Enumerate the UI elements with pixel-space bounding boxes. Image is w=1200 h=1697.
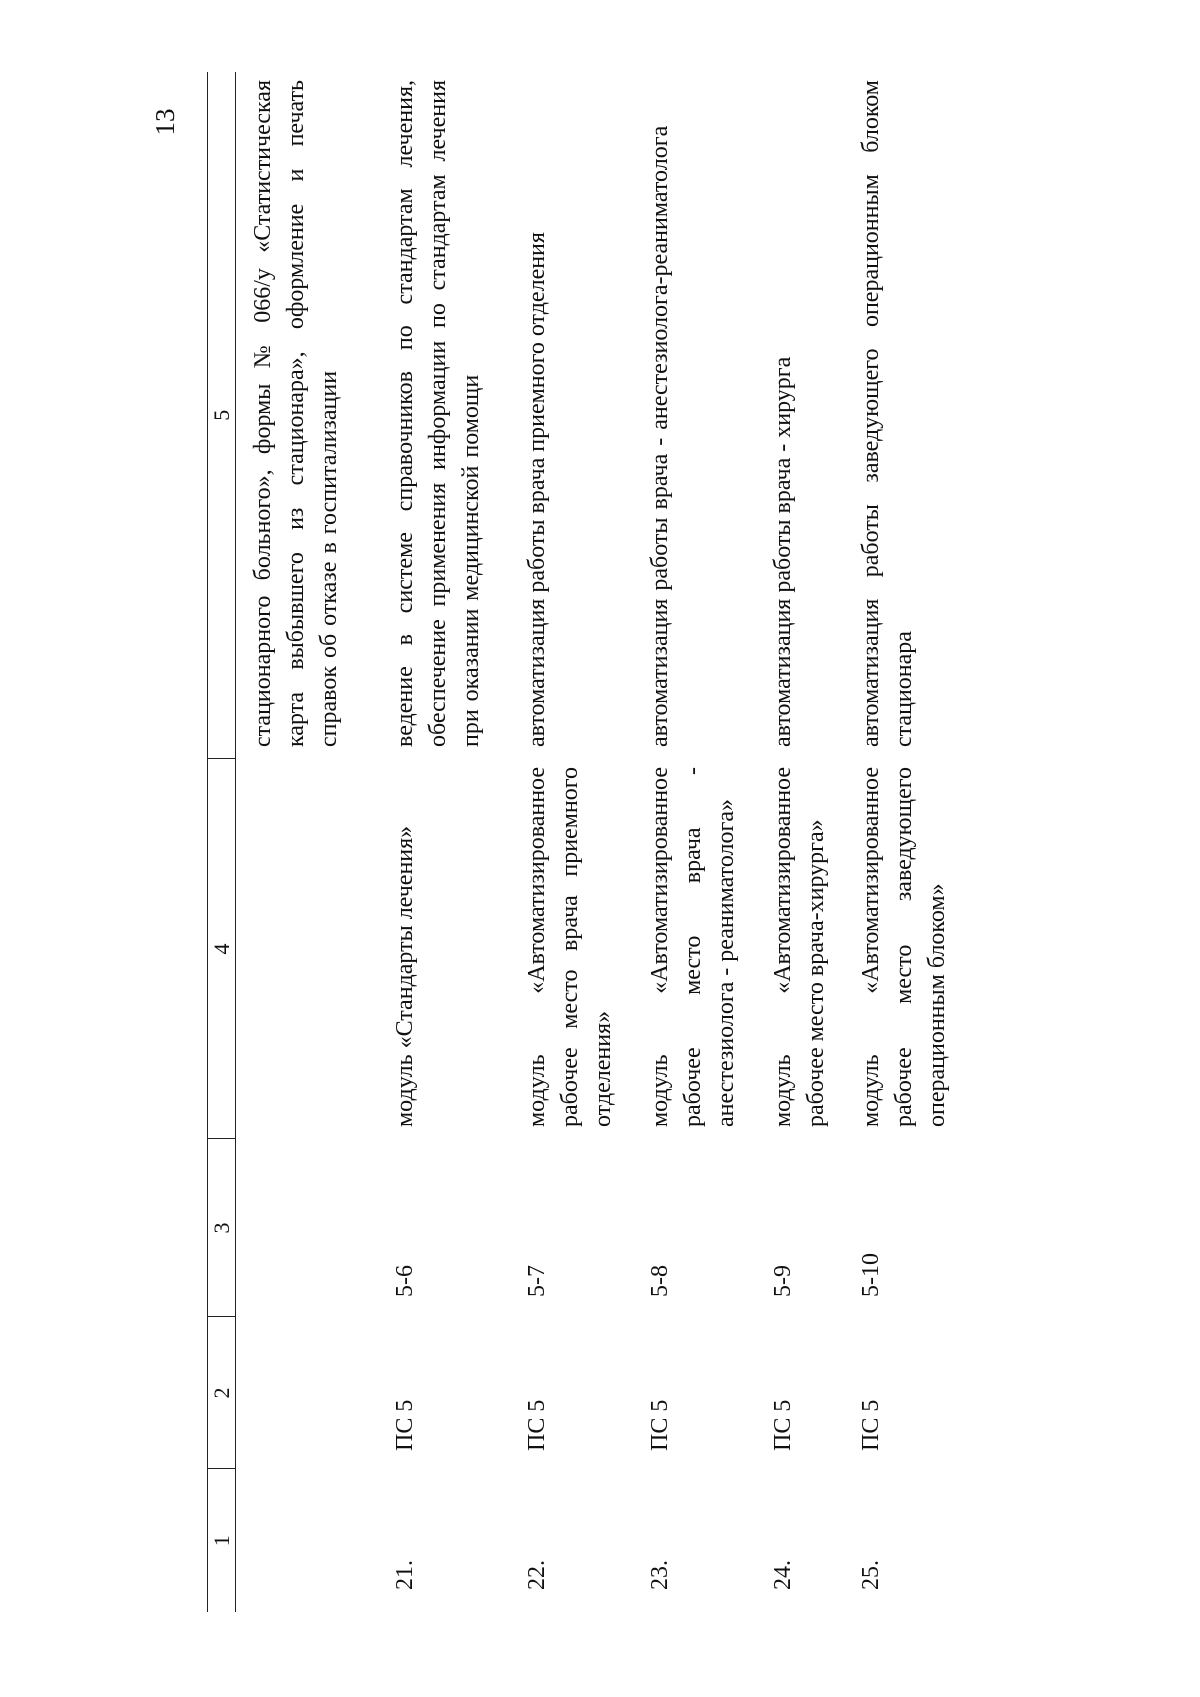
table-row xyxy=(833,72,954,1612)
row-number: 24. xyxy=(770,1560,796,1590)
table-header xyxy=(208,72,236,1612)
row-subsystem: ПС 5 xyxy=(770,1399,796,1451)
row-subsystem: ПС 5 xyxy=(858,1399,884,1451)
row-code: 5-6 xyxy=(392,1265,418,1297)
row-module-name xyxy=(236,759,368,1139)
row-module-name: модуль «Стандарты лечения» xyxy=(392,825,418,1127)
header-col-3: 3 xyxy=(208,1139,236,1317)
row-description: автоматизация работы врача - анестезиолога-реаниматолога xyxy=(647,125,673,747)
row-subsystem: ПС 5 xyxy=(647,1399,673,1451)
row-description: автоматизация работы врача приемного отделения xyxy=(524,232,550,747)
row-module-name: модуль «Автоматизированное рабочее место врача - анестезиолога - реаниматолога» xyxy=(647,767,739,1127)
row-code: 5-10 xyxy=(858,1253,884,1297)
row-description: автоматизация работы врача - хирурга xyxy=(770,356,796,747)
table-row xyxy=(497,72,620,1612)
row-module-name: модуль «Автоматизированное рабочее место врача приемного отделения» xyxy=(524,767,616,1127)
row-number: 21. xyxy=(392,1560,418,1590)
table-row xyxy=(236,72,368,1612)
row-code xyxy=(236,1139,368,1317)
row-code: 5-9 xyxy=(770,1265,796,1297)
row-code: 5-8 xyxy=(647,1265,673,1297)
module-table xyxy=(207,72,954,1612)
row-subsystem xyxy=(236,1317,368,1469)
row-description: ведение в системе справочников по стандартам лечения, обеспечение применения информации по стандартам лечения при оказании медицинской помощи xyxy=(392,80,484,747)
row-module-name: модуль «Автоматизированное рабочее место врача-хирурга» xyxy=(770,767,829,1127)
header-col-4: 4 xyxy=(208,759,236,1139)
table-row xyxy=(743,72,833,1612)
header-col-2: 2 xyxy=(208,1317,236,1469)
page-number: 13 xyxy=(150,108,180,136)
row-code: 5-7 xyxy=(524,1265,550,1297)
row-description: стационарного больного», формы № 066/у «Статистическая карта выбывшего из стационара», оформление и печать справок об отказе в госпитализации xyxy=(250,80,342,747)
row-module-name: модуль «Автоматизированное рабочее место заведующего операционным блоком» xyxy=(858,767,950,1127)
table-row xyxy=(620,72,743,1612)
row-subsystem: ПС 5 xyxy=(524,1399,550,1451)
row-number xyxy=(236,1469,368,1612)
table-row xyxy=(367,72,497,1612)
row-number: 25. xyxy=(858,1560,884,1590)
row-description: автоматизация работы заведующего операционным блоком стационара xyxy=(858,80,917,747)
row-number: 23. xyxy=(647,1560,673,1590)
header-col-5: 5 xyxy=(208,72,236,759)
row-subsystem: ПС 5 xyxy=(392,1399,418,1451)
header-col-1: 1 xyxy=(208,1469,236,1612)
row-number: 22. xyxy=(524,1560,550,1590)
